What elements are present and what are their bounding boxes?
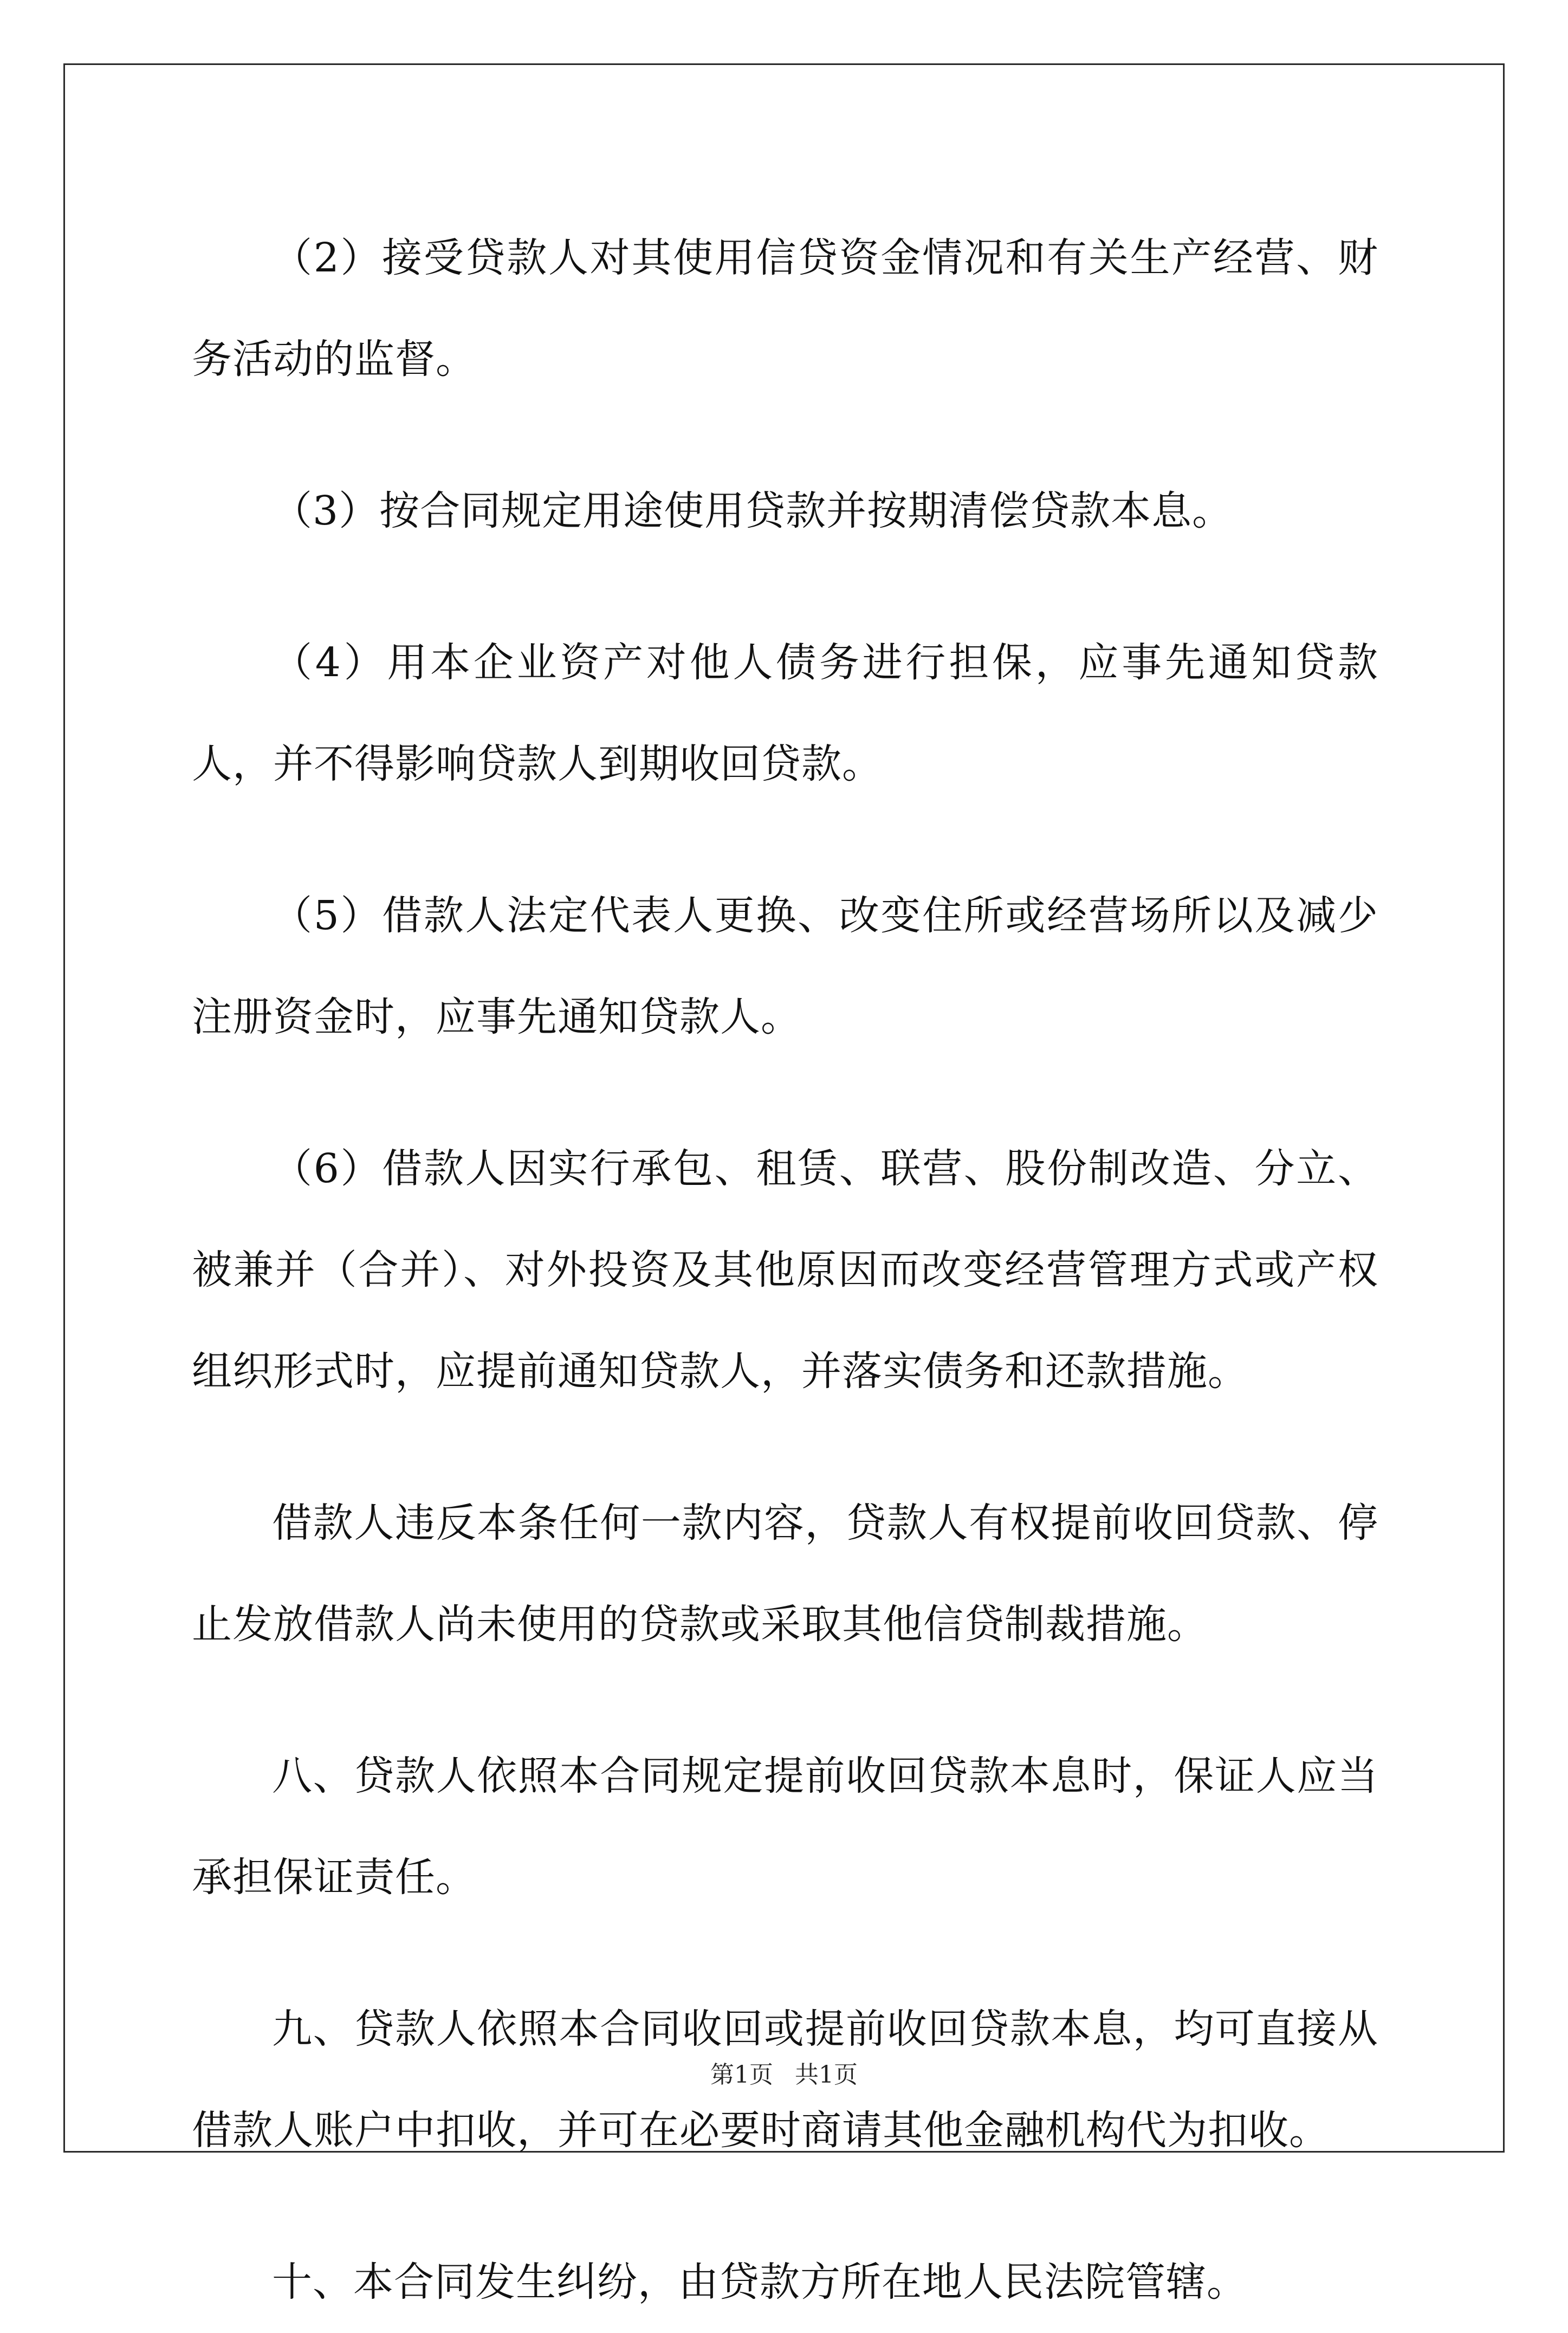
- paragraph-item-5: （5）借款人法定代表人更换、改变住所或经营场所以及减少注册资金时，应事先通知贷款人。: [192, 892, 1378, 1040]
- paragraph-article-8: 八、贷款人依照本合同规定提前收回贷款本息时，保证人应当承担保证责任。: [192, 1753, 1378, 1901]
- paragraph-violation-clause: 借款人违反本条任何一款内容，贷款人有权提前收回贷款、停止发放借款人尚未使用的贷款或采取其他信贷制裁措施。: [192, 1500, 1378, 1648]
- page-total: 共1页: [795, 2061, 858, 2089]
- paragraph-article-10: 十、本合同发生纠纷，由贷款方所在地人民法院管辖。: [272, 2259, 1247, 2305]
- document-body: [192, 208, 1378, 2333]
- paragraph-item-3: （3）按合同规定用途使用贷款并按期清偿贷款本息。: [272, 488, 1233, 534]
- paragraph-item-6: （6）借款人因实行承包、租赁、联营、股份制改造、分立、被兼并（合并）、对外投资及其他原因而改变经营管理方式或产权组织形式时，应提前通知贷款人，并落实债务和还款措施。: [192, 1145, 1378, 1395]
- page-footer: [0, 2059, 1568, 2091]
- paragraph-article-9: 九、贷款人依照本合同收回或提前收回贷款本息，均可直接从借款人账户中扣收，并可在必要时商请其他金融机构代为扣收。: [192, 2006, 1378, 2154]
- paragraph-item-2: （2）接受贷款人对其使用信贷资金情况和有关生产经营、财务活动的监督。: [192, 235, 1378, 383]
- page-number: 第1页: [710, 2061, 773, 2089]
- paragraph-item-4: （4）用本企业资产对他人债务进行担保，应事先通知贷款人，并不得影响贷款人到期收回贷款。: [192, 639, 1378, 787]
